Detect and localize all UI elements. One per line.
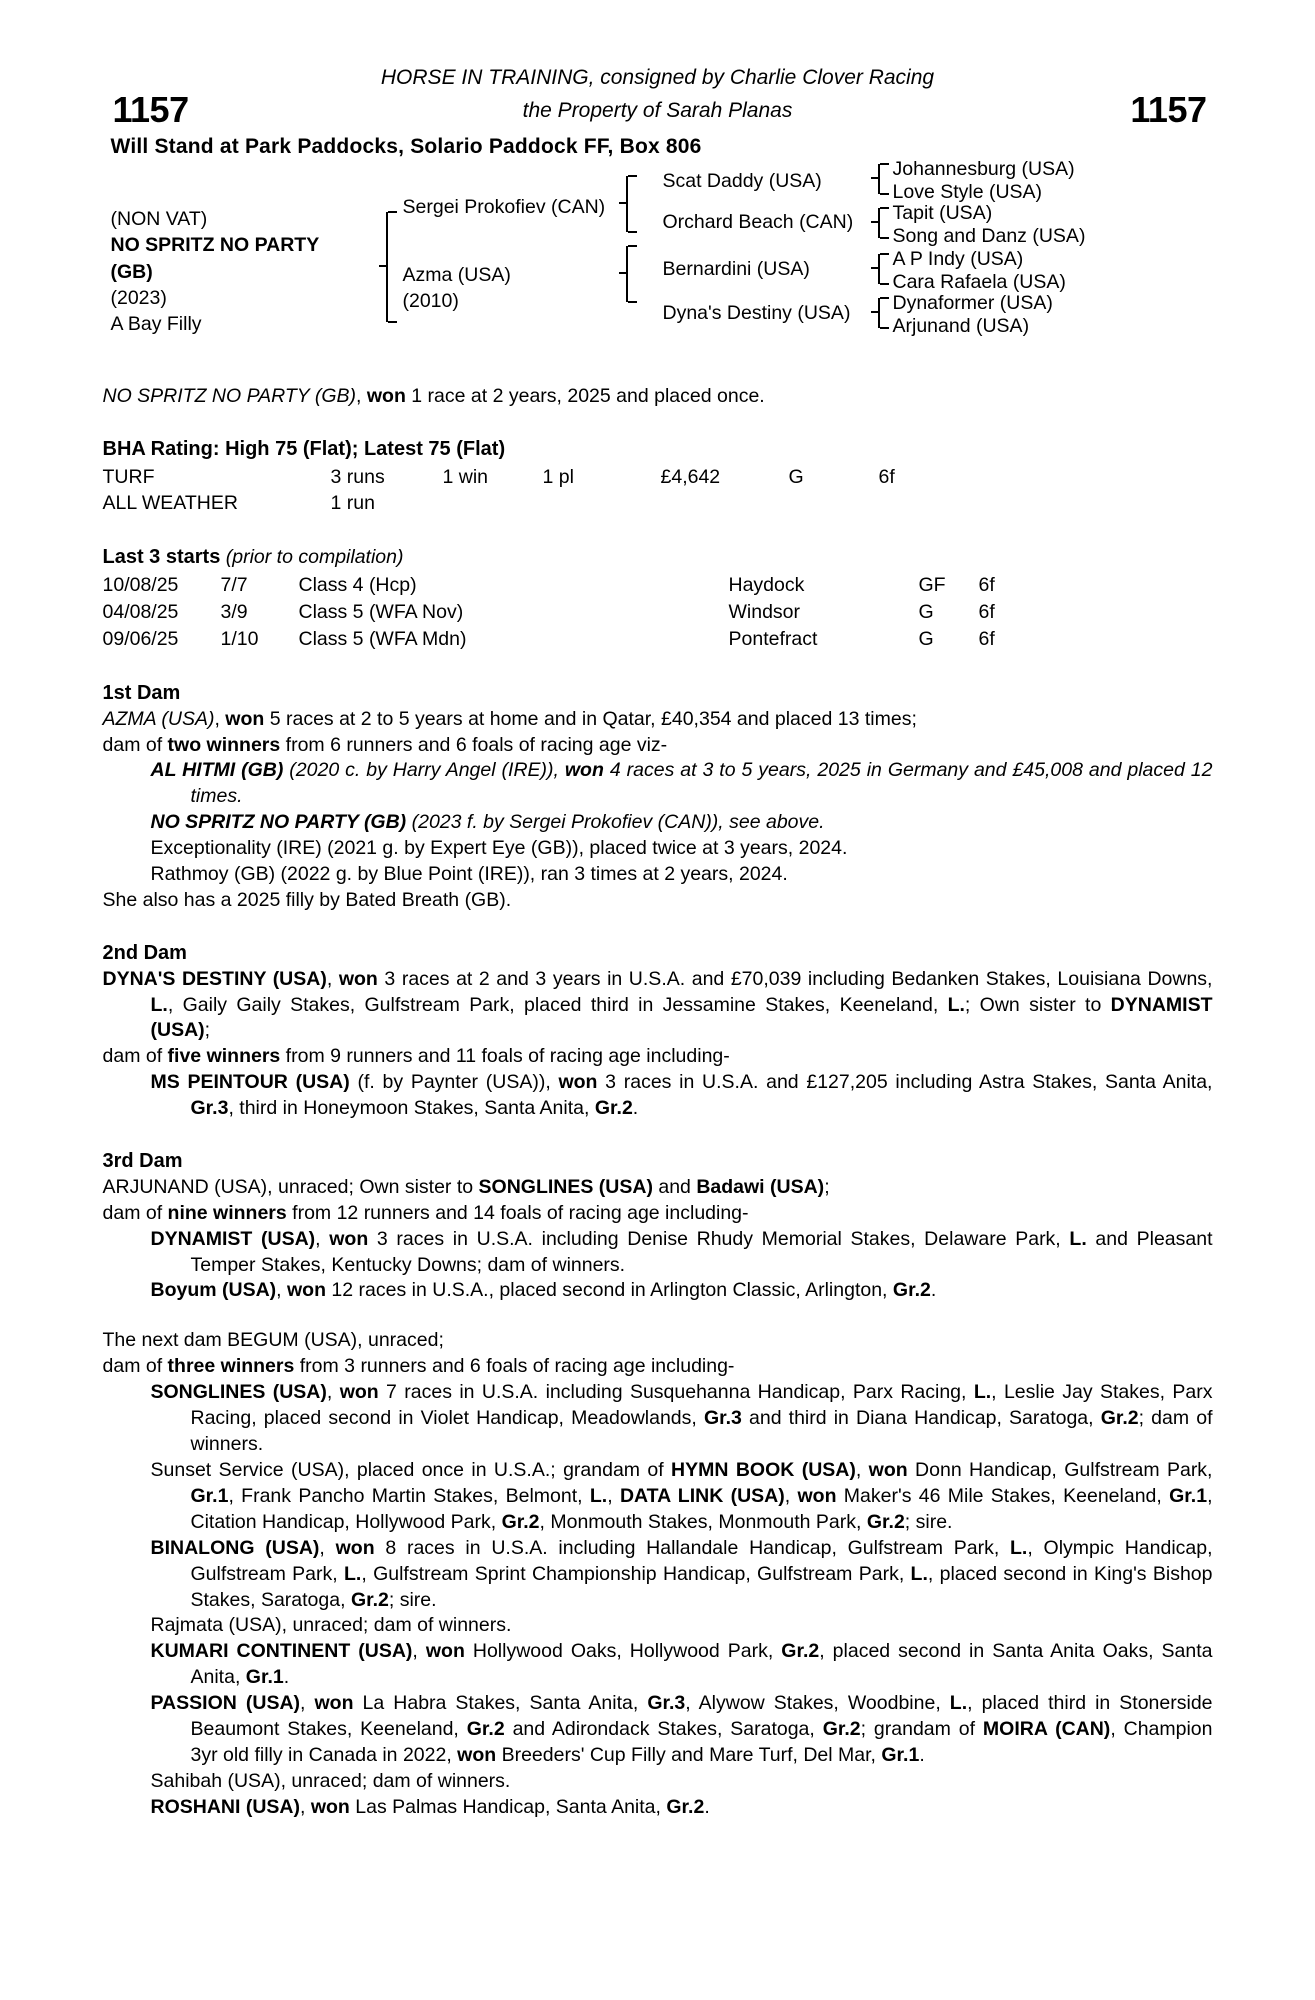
bha-rating-heading: BHA Rating: High 75 (Flat); Latest 75 (Flat): [102, 437, 506, 460]
list-item: [103, 1795, 1213, 1821]
next-dam-progeny-5: KUMARI CONTINENT (USA), won Hollywood Oaks, Hollywood Park, Gr.2, placed second in Santa Anita Oaks, Santa Anita, Gr.1.: [150, 1640, 1213, 1689]
progeny-4: Rathmoy (GB) (2022 g. by Blue Point (IRE)), ran 3 times at 2 years, 2024.: [150, 863, 788, 886]
second-dam-body: [103, 967, 1213, 1045]
summary-name: NO SPRITZ NO PARTY (GB): [102, 385, 357, 407]
gg-dd-sire: Dynaformer (USA): [892, 292, 1053, 314]
stats-wins: 1 win: [442, 465, 489, 488]
first-dam-line2-rest: from 6 runners and 6 foals of racing age viz-: [280, 733, 668, 756]
next-dam-progeny-2: Sunset Service (USA), placed once in U.S.A.; grandam of HYMN BOOK (USA), won Donn Handicap, Gulfstream Park, Gr.1, Frank Pancho Martin Stakes, Belmont, L., DATA LINK (USA), won Maker's 46 Mile Stakes, Keeneland, Gr.1, Citation Handicap, Hollywood Park, Gr.2, Monmouth Stakes, Monmouth Park, Gr.2; sire.: [150, 1458, 1213, 1533]
gg-ss-dam: Love Style (USA): [892, 181, 1043, 203]
stats-places: [543, 491, 661, 518]
list-item: [103, 1458, 1213, 1536]
stats-distance: 6f: [878, 465, 895, 488]
progeny-1: AL HITMI (GB) (2020 c. by Harry Angel (IRE)), won 4 races at 3 to 5 years, 2025 in Germany and £45,008 and placed 12 times.: [150, 759, 1213, 808]
list-item: [103, 1380, 1213, 1458]
stand-location: Will Stand at Park Paddocks, Solario Paddock FF, Box 806: [110, 135, 702, 159]
first-dam-line1: [103, 707, 1213, 733]
start-going: G: [918, 601, 934, 624]
start-going: G: [918, 628, 934, 651]
brace-sire-mid: [619, 202, 628, 204]
lot-number-right: 1157: [1130, 89, 1207, 130]
table-row: [103, 600, 1039, 627]
first-dam-won: won: [225, 707, 265, 730]
start-course: Pontefract: [728, 628, 818, 651]
list-item: [151, 810, 1213, 836]
table-row: [103, 491, 959, 518]
brace-gg-1: [878, 164, 889, 194]
vat-status: (NON VAT): [110, 208, 208, 230]
third-dam-progeny-1: DYNAMIST (USA), won 3 races in U.S.A. including Denise Rhudy Memorial Stakes, Delaware Park, L. and Pleasant Temper Stakes, Kentucky Downs; dam of winners.: [150, 1227, 1213, 1276]
dam-sire: Bernardini (USA): [662, 258, 810, 280]
brace-gg-2-mid: [871, 221, 880, 223]
third-dam-line2: dam of nine winners from 12 runners and 14 foals of racing age including-: [102, 1201, 749, 1224]
brace-outer: [386, 212, 397, 322]
next-dam-progeny-4: Rajmata (USA), unraced; dam of winners.: [150, 1614, 512, 1637]
list-item: [151, 836, 1213, 862]
next-dam-progeny-6: PASSION (USA), won La Habra Stakes, Santa Anita, Gr.3, Alywow Stakes, Woodbine, L., placed third in Stonerside Beaumont Stakes, Keeneland, Gr.2 and Adirondack Stakes, Saratoga, Gr.2; grandam of MOIRA (CAN), Champion 3yr old filly in Canada in 2022, won Breeders' Cup Filly and Mare Turf, Del Mar, Gr.1.: [150, 1692, 1213, 1767]
lot-number-left: 1157: [112, 89, 189, 130]
consignor-line: HORSE IN TRAINING, consigned by Charlie Clover Racing: [380, 66, 935, 89]
gg-dd-dam: Arjunand (USA): [892, 315, 1030, 337]
stats-going: G: [788, 465, 804, 488]
second-dam-progeny-1: MS PEINTOUR (USA) (f. by Paynter (USA)), won 3 races in U.S.A. and £127,205 including Astra Stakes, Santa Anita, Gr.3, third in Honeymoon Stakes, Santa Anita, Gr.2.: [150, 1071, 1213, 1120]
third-dam-progeny-2: Boyum (USA), won 12 races in U.S.A., placed second in Arlington Classic, Arlington, Gr.2.: [150, 1279, 937, 1302]
second-dam-damof: dam of five winners from 9 runners and 11 foals of racing age including-: [102, 1045, 730, 1068]
sire-dam: Orchard Beach (CAN): [662, 211, 854, 233]
list-item: [103, 1536, 1213, 1614]
gg-sd-dam: Song and Danz (USA): [892, 225, 1086, 247]
second-dam-won: won: [338, 967, 378, 990]
list-item: [103, 1691, 1213, 1769]
start-distance: 6f: [978, 574, 995, 597]
start-position: 1/10: [220, 628, 259, 651]
stats-earnings: [661, 491, 789, 518]
next-dam-line2: dam of three winners from 3 runners and 6 foals of racing age including-: [102, 1355, 735, 1378]
start-course: Haydock: [728, 574, 805, 597]
start-distance: 6f: [978, 601, 995, 624]
stats-distance: [879, 491, 959, 518]
dam-name: Azma (USA): [402, 264, 511, 286]
brace-gg-1-mid: [871, 177, 880, 179]
start-date: 09/06/25: [102, 628, 179, 651]
start-going: GF: [918, 574, 946, 597]
brace-gg-3-mid: [871, 267, 880, 269]
list-item: [103, 1769, 1213, 1795]
sire-sire: Scat Daddy (USA): [662, 170, 822, 192]
stats-wins: [443, 491, 543, 518]
gg-ds-sire: A P Indy (USA): [892, 248, 1024, 270]
stats-table: [103, 465, 959, 519]
start-position: 7/7: [220, 574, 248, 597]
second-dam-comma: ,: [326, 967, 339, 990]
stats-places: 1 pl: [542, 465, 574, 488]
gg-ds-dam: Cara Rafaela (USA): [892, 271, 1066, 293]
stats-earnings: £4,642: [660, 465, 721, 488]
start-position: 3/9: [220, 601, 248, 624]
stats-runs: 1 run: [330, 492, 375, 515]
next-dam-progeny-1: SONGLINES (USA), won 7 races in U.S.A. including Susquehanna Handicap, Parx Racing, L., Leslie Jay Stakes, Parx Racing, placed second in Violet Handicap, Meadowlands, Gr.3 and third in Diana Handicap, Saratoga, Gr.2; dam of winners.: [150, 1381, 1213, 1456]
third-dam-line1: ARJUNAND (USA), unraced; Own sister to SONGLINES (USA) and Badawi (USA);: [102, 1175, 830, 1198]
list-item: [151, 862, 1213, 888]
table-row: [103, 627, 1039, 654]
brace-gg-2: [878, 208, 889, 238]
brace-gg-4-mid: [871, 311, 880, 313]
progeny-3: Exceptionality (IRE) (2021 g. by Expert Eye (GB)), placed twice at 3 years, 2024.: [150, 837, 848, 860]
subject-description: A Bay Filly: [110, 313, 202, 336]
summary-comma: ,: [356, 385, 367, 407]
gg-ss-sire: Johannesburg (USA): [892, 158, 1075, 180]
last-starts-subtitle: (prior to compilation): [220, 546, 404, 569]
list-item: [151, 758, 1213, 810]
gg-sd-sire: Tapit (USA): [892, 202, 993, 224]
start-class: Class 5 (WFA Nov): [298, 601, 464, 624]
dam-dam: Dyna's Destiny (USA): [662, 302, 851, 324]
first-dam-damof: dam of: [102, 733, 168, 756]
sire-name: Sergei Prokofiev (CAN): [402, 196, 606, 218]
list-item: [103, 1227, 1213, 1279]
first-dam-winners: two winners: [167, 733, 281, 756]
summary-won: won: [366, 385, 406, 407]
next-dam-progeny-3: BINALONG (USA), won 8 races in U.S.A. including Hallandale Handicap, Gulfstream Park, L., Olympic Handicap, Gulfstream Park, L., Gulfstream Sprint Championship Handicap, Gulfstream Park, L., placed second in King's Bishop Stakes, Saratoga, Gr.2; sire.: [150, 1536, 1213, 1611]
list-item: [103, 1070, 1213, 1122]
page-header: [103, 58, 1213, 159]
next-dam-line1: The next dam BEGUM (USA), unraced;: [102, 1329, 444, 1352]
progeny-2: NO SPRITZ NO PARTY (GB) (2023 f. by Sergei Prokofiev (CAN)), see above.: [150, 811, 825, 834]
start-date: 04/08/25: [102, 601, 179, 624]
consignor-lines: [103, 58, 1213, 127]
first-dam-name: AZMA (USA): [102, 707, 215, 730]
start-date: 10/08/25: [102, 574, 179, 597]
first-dam-closing: She also has a 2025 filly by Bated Breath (GB).: [102, 889, 512, 912]
pedigree-diagram: [103, 158, 1213, 350]
third-dam-heading: 3rd Dam: [102, 1150, 183, 1173]
subject-block: [111, 206, 326, 338]
second-dam-heading: 2nd Dam: [102, 942, 187, 965]
brace-gg-3: [878, 254, 889, 284]
start-class: Class 5 (WFA Mdn): [298, 628, 467, 651]
first-dam-line1-rest: 5 races at 2 to 5 years at home and in Qatar, £40,354 and placed 13 times;: [264, 707, 917, 730]
subject-name: NO SPRITZ NO PARTY (GB): [110, 234, 319, 283]
brace-dam-mid: [619, 272, 628, 274]
next-dam-progeny-8: ROSHANI (USA), won Las Palmas Handicap, Santa Anita, Gr.2.: [150, 1795, 710, 1818]
second-dam-text: 3 races at 2 and 3 years in U.S.A. and £70,039 including Bedanken Stakes, Louisiana Downs, L., Gaily Gaily Stakes, Gulfstream Park, placed third in Jessamine Stakes, Keeneland, L.; Own sister to DYNAMIST (USA);: [150, 967, 1213, 1042]
start-course: Windsor: [728, 601, 801, 624]
last-starts-title: Last 3 starts: [102, 546, 221, 569]
first-dam-sep: ,: [214, 707, 226, 730]
property-line: the Property of Sarah Planas: [522, 98, 793, 122]
summary-rest: 1 race at 2 years, 2025 and placed once.: [405, 385, 765, 407]
next-dam-progeny-7: Sahibah (USA), unraced; dam of winners.: [150, 1770, 511, 1793]
brace-outer-mid: [379, 265, 388, 267]
brace-sire: [626, 176, 637, 232]
stats-going: [789, 491, 879, 518]
dam-year: (2010): [402, 290, 459, 312]
list-item: [103, 1639, 1213, 1691]
stats-runs: 3 runs: [330, 465, 385, 488]
last-starts-heading: [103, 544, 1213, 571]
second-dam-name: DYNA'S DESTINY (USA): [102, 967, 327, 990]
brace-dam: [626, 246, 637, 302]
subject-year: (2023): [110, 286, 167, 309]
start-class: Class 4 (Hcp): [298, 574, 417, 597]
table-row: [103, 465, 959, 492]
first-dam-line2: [103, 733, 1213, 759]
stats-type: TURF: [102, 465, 155, 488]
list-item: [103, 1613, 1213, 1639]
start-distance: 6f: [978, 628, 995, 651]
table-row: [103, 573, 1039, 600]
brace-gg-4: [878, 298, 889, 328]
race-summary: [103, 384, 1213, 410]
next-dam-block: [103, 1328, 1213, 1821]
list-item: [103, 1278, 1213, 1304]
first-dam-heading: 1st Dam: [102, 682, 181, 705]
stats-type: ALL WEATHER: [102, 492, 238, 515]
last-starts-table: [103, 573, 1039, 654]
